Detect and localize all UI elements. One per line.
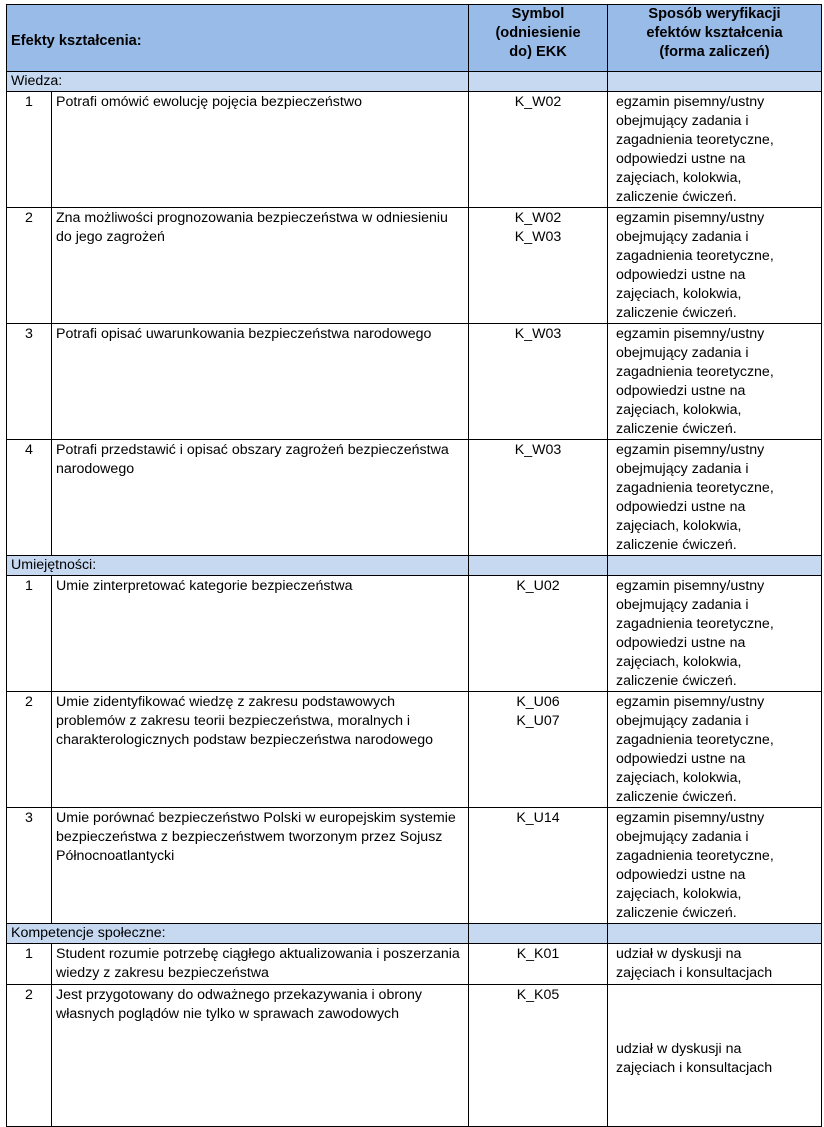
symbol-cell: [469, 985, 608, 1127]
row-number: 2: [7, 692, 52, 808]
section-empty-cell: [469, 556, 608, 576]
verification-line: odpowiedzi ustne na: [616, 383, 746, 399]
section-title: Kompetencje społeczne:: [7, 924, 469, 944]
symbol-code: K_K05: [516, 987, 560, 1003]
outcome-description: Jest przygotowany do odważnego przekazywania i obrony własnych poglądów nie tylko w sprawach zawodowych: [52, 985, 469, 1127]
verification-line: obejmujący zadania i: [616, 113, 749, 129]
verification-line: zaliczenie ćwiczeń.: [616, 305, 737, 321]
section-row: [7, 556, 822, 576]
symbol-cell: [469, 324, 608, 440]
symbol-cell: [469, 440, 608, 556]
section-title: Wiedza:: [7, 72, 469, 92]
verification-line: obejmujący zadania i: [616, 229, 749, 245]
verification-line: zaliczenie ćwiczeń.: [616, 421, 737, 437]
outcome-description: Umie zidentyfikować wiedzę z zakresu podstawowych problemów z zakresu teorii bezpieczeństwa, moralnych i charakterologicznych podstaw bezpieczeństwa narodowego: [52, 692, 469, 808]
learning-outcomes-table: [6, 4, 822, 1127]
header-symbol-line: Symbol: [511, 6, 565, 22]
outcome-description: Potrafi opisać uwarunkowania bezpieczeństwa narodowego: [52, 324, 469, 440]
section-title: Umiejętności:: [7, 556, 469, 576]
verification-line: zagadnienia teoretyczne,: [616, 848, 774, 864]
verification-line: zaliczenie ćwiczeń.: [616, 189, 737, 205]
verification-line: udział w dyskusji na: [616, 1040, 742, 1057]
header-symbol-line: do) EKK: [509, 44, 567, 60]
outcome-description: Potrafi przedstawić i opisać obszary zagrożeń bezpieczeństwa narodowego: [52, 440, 469, 556]
verification-line: zajęciach, kolokwia,: [616, 170, 742, 186]
verification-cell: [608, 92, 822, 208]
verification-line: egzamin pisemny/ustny: [616, 578, 765, 594]
symbol-code: K_U14: [516, 810, 560, 826]
verification-line: odpowiedzi ustne na: [616, 499, 746, 515]
table-row: [7, 208, 822, 324]
header-verification: [608, 5, 822, 72]
header-verification-line: efektów kształcenia: [646, 25, 783, 41]
header-symbol-line: (odniesienie: [495, 25, 581, 41]
verification-line: obejmujący zadania i: [616, 461, 749, 477]
row-number: 3: [7, 324, 52, 440]
outcome-description: Umie zinterpretować kategorie bezpieczeństwa: [52, 576, 469, 692]
verification-line: odpowiedzi ustne na: [616, 151, 746, 167]
verification-line: egzamin pisemny/ustny: [616, 442, 765, 458]
symbol-code: K_W03: [514, 229, 562, 245]
header-verification-line: (forma zaliczeń): [659, 44, 770, 60]
verification-line: zaliczenie ćwiczeń.: [616, 537, 737, 553]
verification-cell: [608, 692, 822, 808]
verification-line: obejmujący zadania i: [616, 713, 749, 729]
verification-line: zaliczenie ćwiczeń.: [616, 905, 737, 921]
symbol-code: K_W03: [514, 326, 562, 342]
symbol-cell: [469, 944, 608, 985]
table-row: [7, 440, 822, 556]
verification-line: zajęciach, kolokwia,: [616, 770, 742, 786]
symbol-code: K_W03: [514, 442, 562, 458]
verification-line: zajęciach i konsultacjach: [616, 1059, 773, 1076]
verification-line: zajęciach, kolokwia,: [616, 886, 742, 902]
row-number: 1: [7, 92, 52, 208]
header-effects: Efekty kształcenia:: [7, 5, 469, 72]
row-number: 1: [7, 576, 52, 692]
verification-line: zagadnienia teoretyczne,: [616, 732, 774, 748]
table-row: [7, 576, 822, 692]
header-verification-line: Sposób weryfikacji: [648, 6, 781, 22]
row-number: 4: [7, 440, 52, 556]
symbol-cell: [469, 576, 608, 692]
row-number: 2: [7, 208, 52, 324]
verification-cell: [608, 324, 822, 440]
verification-cell: [608, 985, 822, 1127]
verification-cell: [608, 576, 822, 692]
verification-line: odpowiedzi ustne na: [616, 635, 746, 651]
verification-line: zajęciach, kolokwia,: [616, 518, 742, 534]
table-row: [7, 92, 822, 208]
symbol-code: K_U06: [516, 694, 560, 710]
section-empty-cell: [608, 924, 822, 944]
symbol-code: K_U07: [516, 713, 560, 729]
verification-line: zaliczenie ćwiczeń.: [616, 673, 737, 689]
verification-line: zaliczenie ćwiczeń.: [616, 789, 737, 805]
symbol-cell: [469, 808, 608, 924]
outcome-description: Potrafi omówić ewolucję pojęcia bezpieczeństwo: [52, 92, 469, 208]
outcome-description: Zna możliwości prognozowania bezpieczeństwa w odniesieniu do jego zagrożeń: [52, 208, 469, 324]
section-row: [7, 924, 822, 944]
header-row: [7, 5, 822, 72]
verification-cell: [608, 440, 822, 556]
symbol-code: K_W02: [514, 94, 562, 110]
verification-line: egzamin pisemny/ustny: [616, 326, 765, 342]
verification-line: zagadnienia teoretyczne,: [616, 364, 774, 380]
section-empty-cell: [469, 72, 608, 92]
verification-cell: [608, 208, 822, 324]
verification-line: egzamin pisemny/ustny: [616, 810, 765, 826]
verification-cell: [608, 808, 822, 924]
section-empty-cell: [608, 556, 822, 576]
outcome-description: Student rozumie potrzebę ciągłego aktualizowania i poszerzania wiedzy z zakresu bezpieczeństwa: [52, 944, 469, 985]
verification-line: zajęciach, kolokwia,: [616, 402, 742, 418]
verification-line: odpowiedzi ustne na: [616, 267, 746, 283]
symbol-code: K_U02: [516, 578, 560, 594]
verification-line: zajęciach, kolokwia,: [616, 286, 742, 302]
verification-line: zajęciach i konsultacjach: [616, 965, 773, 981]
symbol-cell: [469, 92, 608, 208]
symbol-code: K_W02: [514, 210, 562, 226]
row-number: 2: [7, 985, 52, 1127]
verification-line: udział w dyskusji na: [616, 946, 742, 962]
verification-line: obejmujący zadania i: [616, 829, 749, 845]
table-body: [7, 72, 822, 1127]
verification-cell: [608, 944, 822, 985]
section-row: [7, 72, 822, 92]
verification-line: obejmujący zadania i: [616, 345, 749, 361]
table-row: [7, 985, 822, 1127]
outcome-description: Umie porównać bezpieczeństwo Polski w europejskim systemie bezpieczeństwa z bezpieczeństwem tworzonym przez Sojusz Północnoatlantycki: [52, 808, 469, 924]
table-row: [7, 944, 822, 985]
header-symbol: [469, 5, 608, 72]
symbol-cell: [469, 208, 608, 324]
verification-line: odpowiedzi ustne na: [616, 867, 746, 883]
verification-line: odpowiedzi ustne na: [616, 751, 746, 767]
table-row: [7, 324, 822, 440]
section-empty-cell: [469, 924, 608, 944]
verification-line: obejmujący zadania i: [616, 597, 749, 613]
verification-line: zagadnienia teoretyczne,: [616, 616, 774, 632]
table-row: [7, 808, 822, 924]
symbol-code: K_K01: [516, 946, 560, 962]
symbol-cell: [469, 692, 608, 808]
verification-line: egzamin pisemny/ustny: [616, 694, 765, 710]
row-number: 3: [7, 808, 52, 924]
row-number: 1: [7, 944, 52, 985]
table-row: [7, 692, 822, 808]
verification-line: zagadnienia teoretyczne,: [616, 480, 774, 496]
verification-line: zagadnienia teoretyczne,: [616, 248, 774, 264]
verification-line: egzamin pisemny/ustny: [616, 210, 765, 226]
verification-line: zajęciach, kolokwia,: [616, 654, 742, 670]
verification-line: zagadnienia teoretyczne,: [616, 132, 774, 148]
section-empty-cell: [608, 72, 822, 92]
verification-line: egzamin pisemny/ustny: [616, 94, 765, 110]
